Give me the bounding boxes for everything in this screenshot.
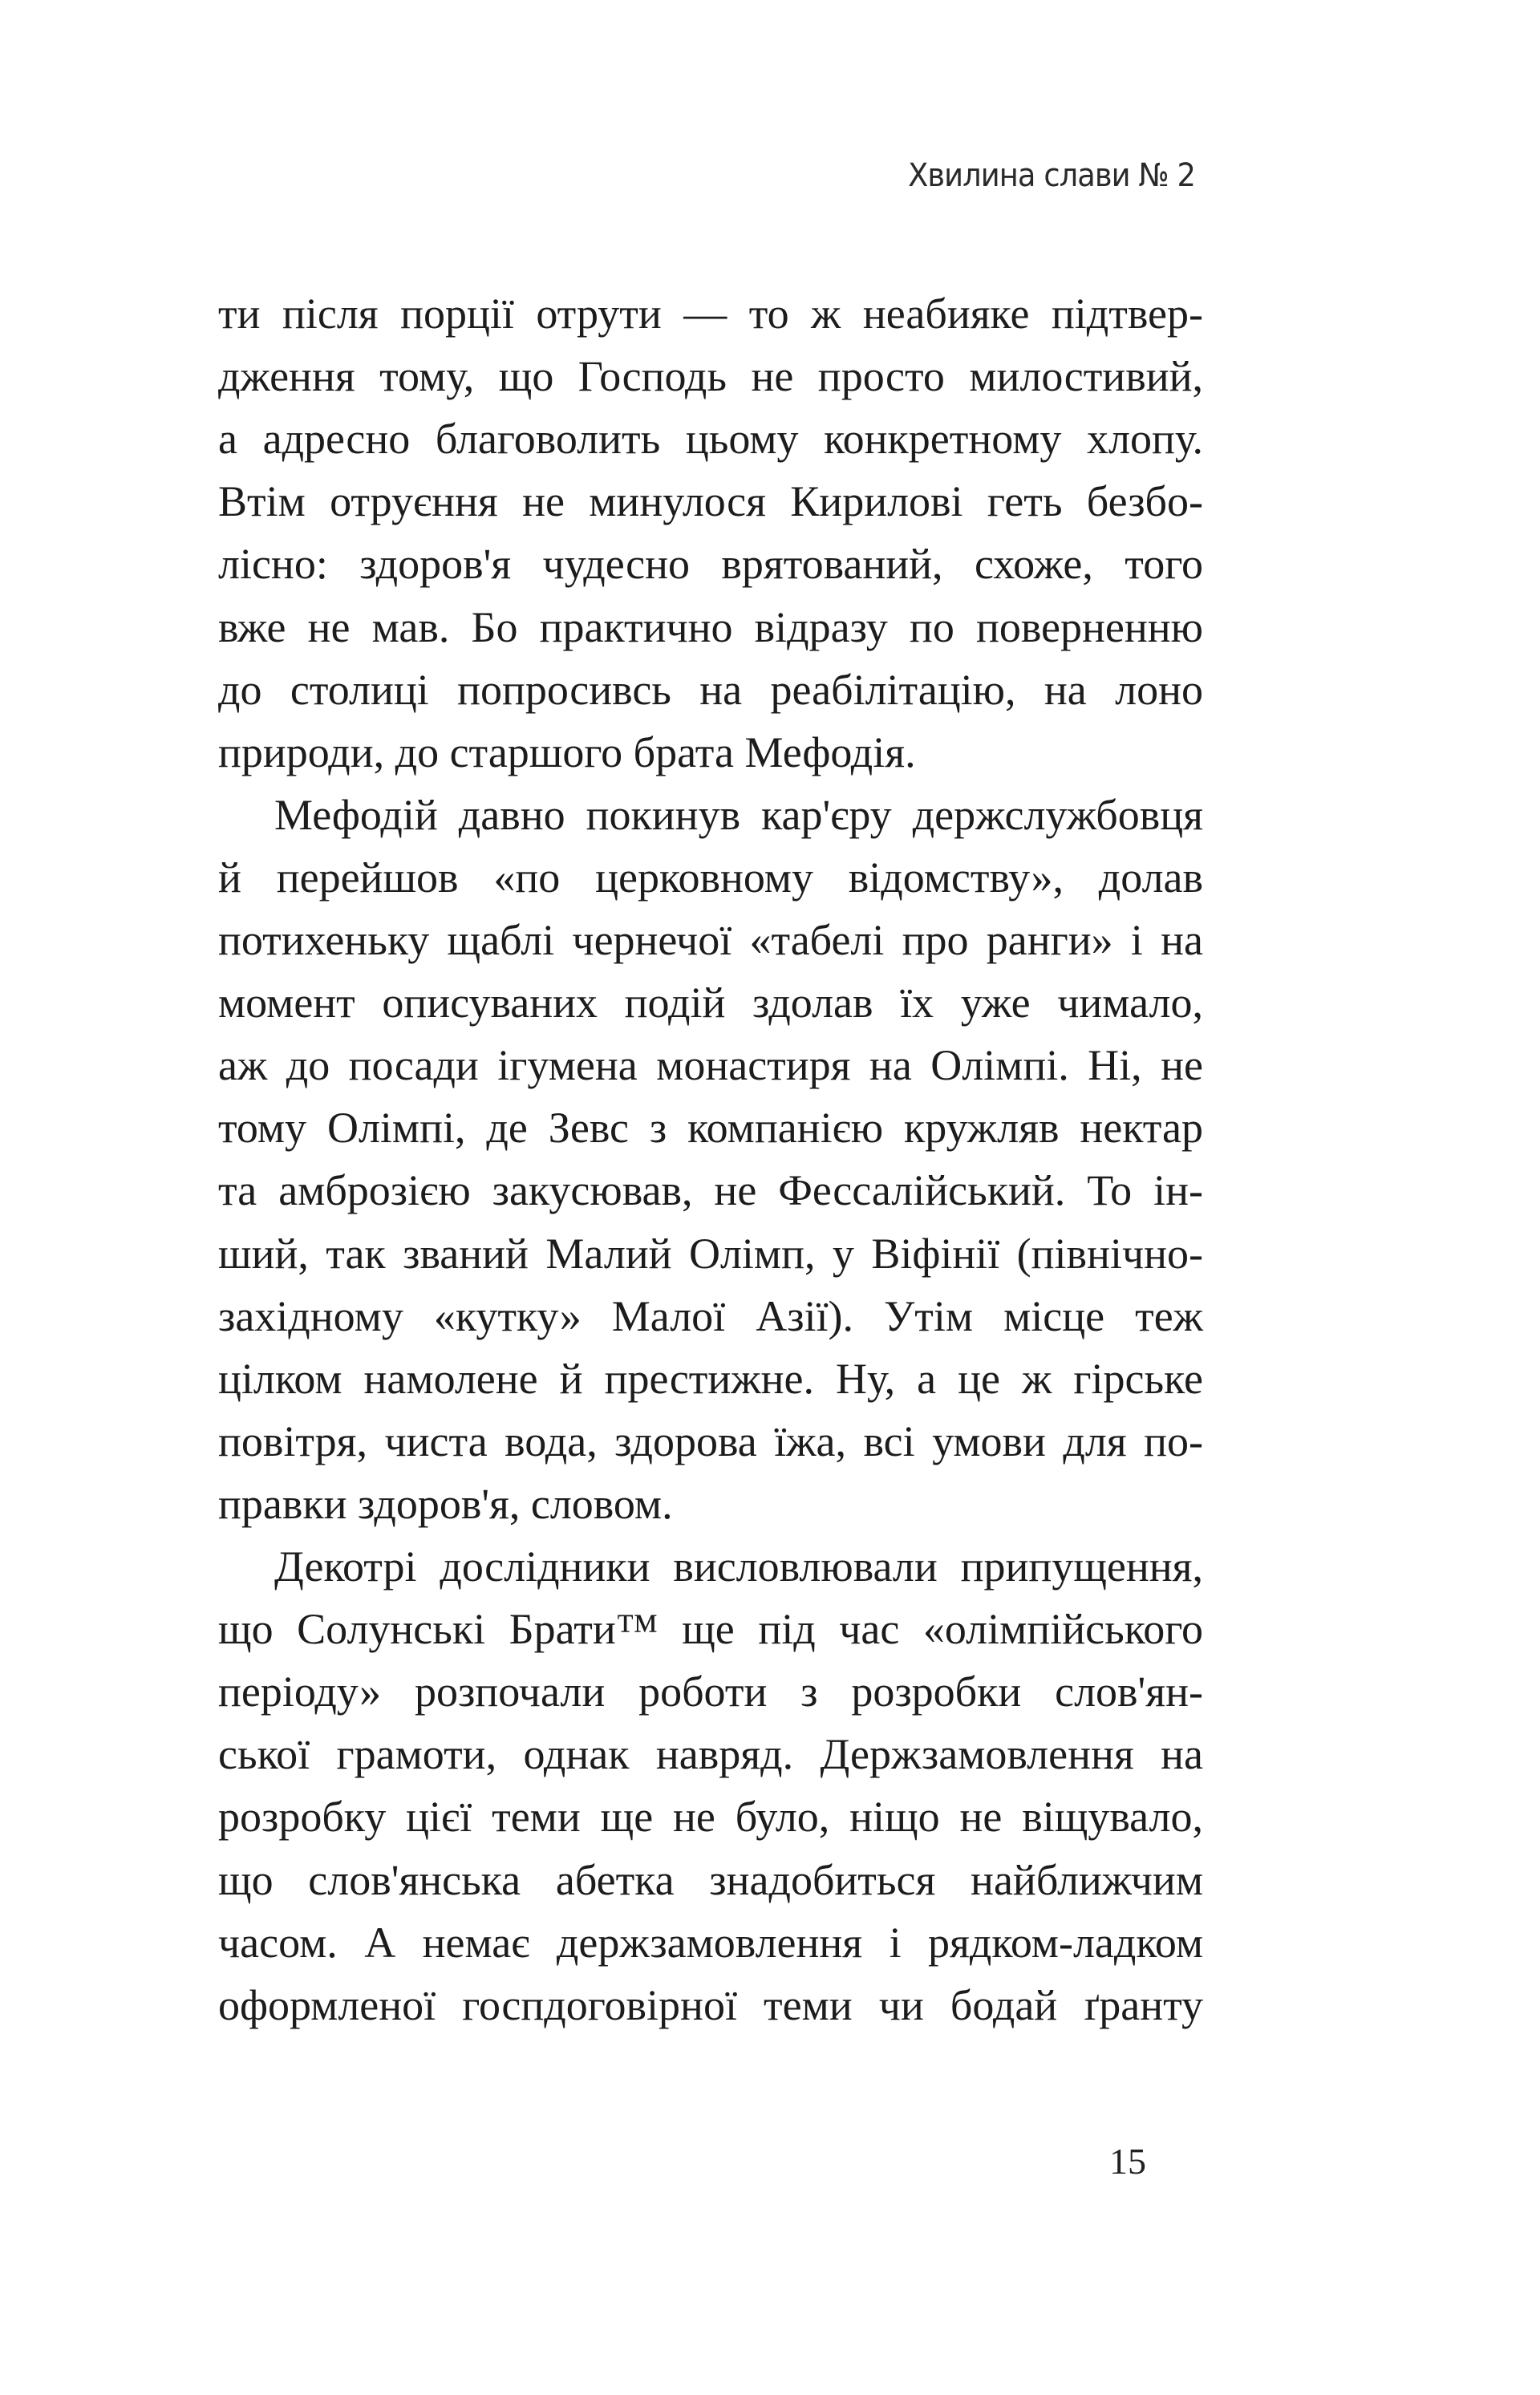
text-line-content: ської грамоти, однак навряд. Держзамовлення на — [218, 1730, 1203, 1778]
text-line — [218, 1222, 1203, 1285]
text-line-content: часом. А немає держзамовлення і рядком-ладком — [218, 1919, 1203, 1967]
text-line — [218, 1535, 1203, 1598]
text-line — [218, 345, 1203, 407]
text-line-content: повітря, чиста вода, здорова їжа, всі умови для по- — [218, 1417, 1203, 1465]
text-line-content: західному «кутку» Малої Азії). Утім місце теж — [218, 1292, 1203, 1340]
text-line — [218, 846, 1203, 909]
text-line-content: лісно: здоров'я чудесно врятований, схоже, того — [218, 540, 1203, 588]
text-line — [218, 784, 1203, 846]
text-line — [218, 659, 1203, 721]
text-line-content: та амброзією закусював, не Фессалійський. То ін- — [218, 1166, 1203, 1214]
text-line-content: дження тому, що Господь не просто милостивий, — [218, 352, 1203, 400]
text-line — [218, 470, 1203, 533]
text-line-content: природи, до старшого брата Мефодія. — [218, 728, 916, 776]
text-line-content: розробку цієї теми ще не було, ніщо не віщувало, — [218, 1793, 1203, 1841]
text-line-content: правки здоров'я, словом. — [218, 1480, 673, 1528]
text-line-content: Мефодій давно покинув кар'єру держслужбовця — [274, 791, 1203, 839]
text-line — [218, 721, 1203, 784]
text-line-content: до столиці попросивсь на реабілітацію, на лоно — [218, 666, 1203, 714]
text-line — [218, 1347, 1203, 1410]
text-line — [218, 407, 1203, 470]
text-line — [218, 1598, 1203, 1660]
text-line — [218, 909, 1203, 971]
text-line-content: вже не мав. Бо практично відразу по поверненню — [218, 603, 1203, 651]
text-line-content: а адресно благоволить цьому конкретному хлопу. — [218, 415, 1203, 463]
text-line-content: Втім отруєння не минулося Кирилові геть безбо- — [218, 477, 1203, 525]
text-line-content: Декотрі дослідники висловлювали припущення, — [274, 1542, 1203, 1591]
text-line — [218, 1974, 1203, 2036]
text-line-content: потихеньку щаблі чернечої «табелі про ранги» і на — [218, 916, 1203, 964]
text-line — [218, 1473, 1203, 1535]
text-line-content: ший, так званий Малий Олімп, у Віфінії (північно- — [218, 1230, 1203, 1278]
text-line-content: оформленої госпдоговірної теми чи бодай ґранту — [218, 1981, 1203, 2029]
text-line — [218, 1285, 1203, 1347]
text-line-content: що слов'янська абетка знадобиться найближчим — [218, 1856, 1203, 1904]
text-line-content: цілком намолене й престижне. Ну, а це ж гірське — [218, 1355, 1203, 1403]
text-line — [218, 533, 1203, 595]
text-line — [218, 1159, 1203, 1222]
text-line — [218, 971, 1203, 1034]
text-line — [218, 1723, 1203, 1785]
text-line — [218, 1410, 1203, 1473]
text-line-content: аж до посади ігумена монастиря на Олімпі. Ні, не — [218, 1041, 1203, 1089]
text-line — [218, 1785, 1203, 1848]
text-line-content: момент описуваних подій здолав їх уже чимало, — [218, 979, 1203, 1027]
text-line — [218, 1096, 1203, 1159]
text-line-content: тому Олімпі, де Зевс з компанією кружляв нектар — [218, 1104, 1203, 1152]
text-line — [218, 1034, 1203, 1096]
text-line — [218, 596, 1203, 659]
text-line-content: що Солунські Брати™ ще під час «олімпійського — [218, 1605, 1203, 1653]
running-head: Хвилина слави № 2 — [908, 157, 1195, 194]
text-line — [218, 282, 1203, 345]
page-number: 15 — [1109, 2141, 1146, 2182]
text-line — [218, 1849, 1203, 1911]
text-line-content: ти після порції отрути — то ж неабияке підтвер- — [218, 290, 1203, 338]
text-line — [218, 1911, 1203, 1974]
text-line — [218, 1660, 1203, 1723]
text-line-content: й перейшов «по церковному відомству», долав — [218, 853, 1203, 902]
text-line-content: періоду» розпочали роботи з розробки слов'ян- — [218, 1668, 1203, 1716]
